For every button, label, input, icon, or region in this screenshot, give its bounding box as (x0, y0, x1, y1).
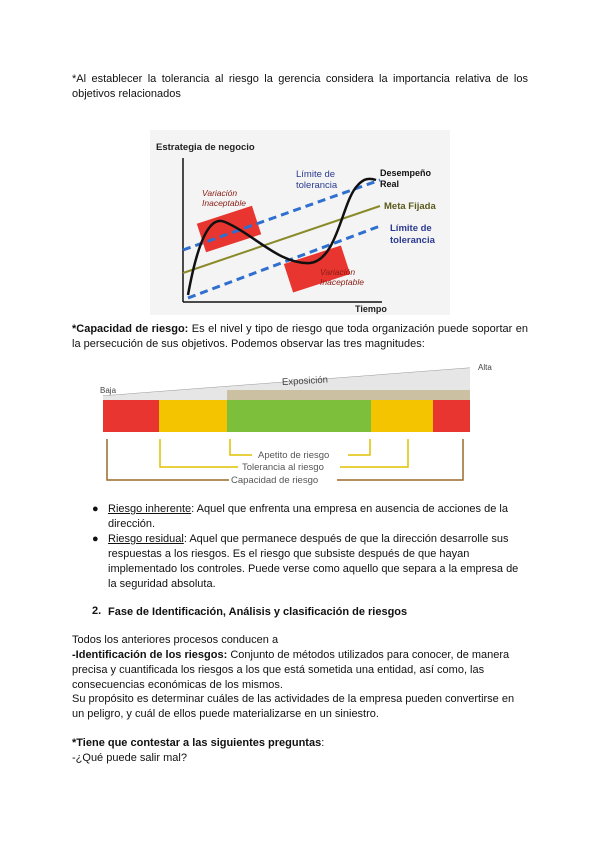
low-label: Baja (100, 386, 117, 395)
variation-bottom-label-1: Variación (320, 267, 356, 277)
real-label-2: Real (380, 179, 400, 189)
segment-yellow-right (371, 400, 433, 432)
bullet-dot-2: ● (92, 533, 99, 545)
variation-top-label-1: Variación (202, 188, 238, 198)
purpose-paragraph: Su propósito es determinar cuáles de las actividades de la empresa pueden convertirse en un peligro, y cuál de ellos puede materializarse en un siniestro. (72, 693, 515, 720)
section-title: Fase de Identificación, Análisis y clasificación de riesgos (108, 606, 408, 618)
target-label: Meta Fijada (384, 201, 436, 212)
identification-paragraph (72, 648, 528, 693)
questions-colon: : (321, 737, 325, 749)
questions-label: *Tiene que contestar a las siguientes preguntas (72, 737, 322, 749)
questions-heading (72, 736, 528, 751)
tolerance-chart (150, 130, 450, 315)
paragraph-lead: Todos los anteriores procesos conducen a (72, 634, 279, 646)
bullet-residual (108, 532, 528, 592)
tolerance-figure (150, 130, 450, 315)
inherent-text: : Aquel que enfrenta una empresa en ausencia de acciones de la dirección. (108, 503, 508, 530)
identification-term: -Identificación de los riesgos: (72, 649, 228, 661)
upper-limit-label-1: Límite de (296, 169, 336, 180)
bullet-dot-1: ● (92, 503, 99, 515)
x-axis-label: Tiempo (355, 304, 387, 314)
identification-text: Conjunto de métodos utilizados para conocer, de manera precisa y cuantificada los riesgos a los que está sometida una entidad, así como, las consecuencias económicas de los mismos. (72, 649, 510, 691)
residual-term: Riesgo residual (108, 533, 184, 545)
variation-top-label-2: Inaceptable (202, 198, 246, 208)
bullet-inherent (108, 502, 528, 532)
capacity-chart-label: Capacidad de riesgo (231, 475, 319, 486)
risk-magnitudes-figure (100, 357, 500, 497)
inherent-term: Riesgo inherente (108, 503, 192, 515)
exposure-shade (227, 390, 470, 400)
lower-limit-label-2: tolerancia (390, 235, 435, 246)
high-label: Alta (478, 363, 492, 372)
capacity-text: Es el nivel y tipo de riesgo que toda organización puede soportar en la persecución de sus objetivos. Podemos observar las tres magnitudes: (72, 323, 528, 350)
segment-green (227, 400, 371, 432)
section-number: 2. (92, 605, 102, 617)
variation-bottom-label-2: Inaceptable (320, 277, 364, 287)
capacity-paragraph (72, 322, 528, 352)
segment-yellow-left (159, 400, 227, 432)
residual-text: : Aquel que permanece después de que la dirección desarrolle sus respuestas a los riesgos. Es el riesgo que subsiste después de que hayan implementado los controles. Puede verse como aquello que separa a la empresa de la seguridad absoluta. (108, 533, 519, 590)
variation-box-top (197, 206, 261, 252)
capacity-term: *Capacidad de riesgo: (72, 323, 189, 335)
tolerance-label: Tolerancia al riesgo (242, 462, 324, 473)
chart-title: Estrategia de negocio (156, 142, 255, 153)
question-1: -¿Qué puede salir mal? (72, 752, 187, 764)
real-label-1: Desempeño (380, 168, 432, 178)
intro-paragraph: *Al establecer la tolerancia al riesgo la gerencia considera la importancia relativa de los objetivos relacionados (72, 73, 528, 100)
upper-limit-label-2: tolerancia (296, 180, 338, 191)
exposure-label: Exposición (281, 374, 329, 388)
segment-red-right (433, 400, 470, 432)
risk-magnitudes-chart (100, 357, 500, 497)
segment-red-left (103, 400, 159, 432)
lower-limit-label-1: Límite de (390, 223, 432, 234)
appetite-label: Apetito de riesgo (258, 450, 330, 461)
